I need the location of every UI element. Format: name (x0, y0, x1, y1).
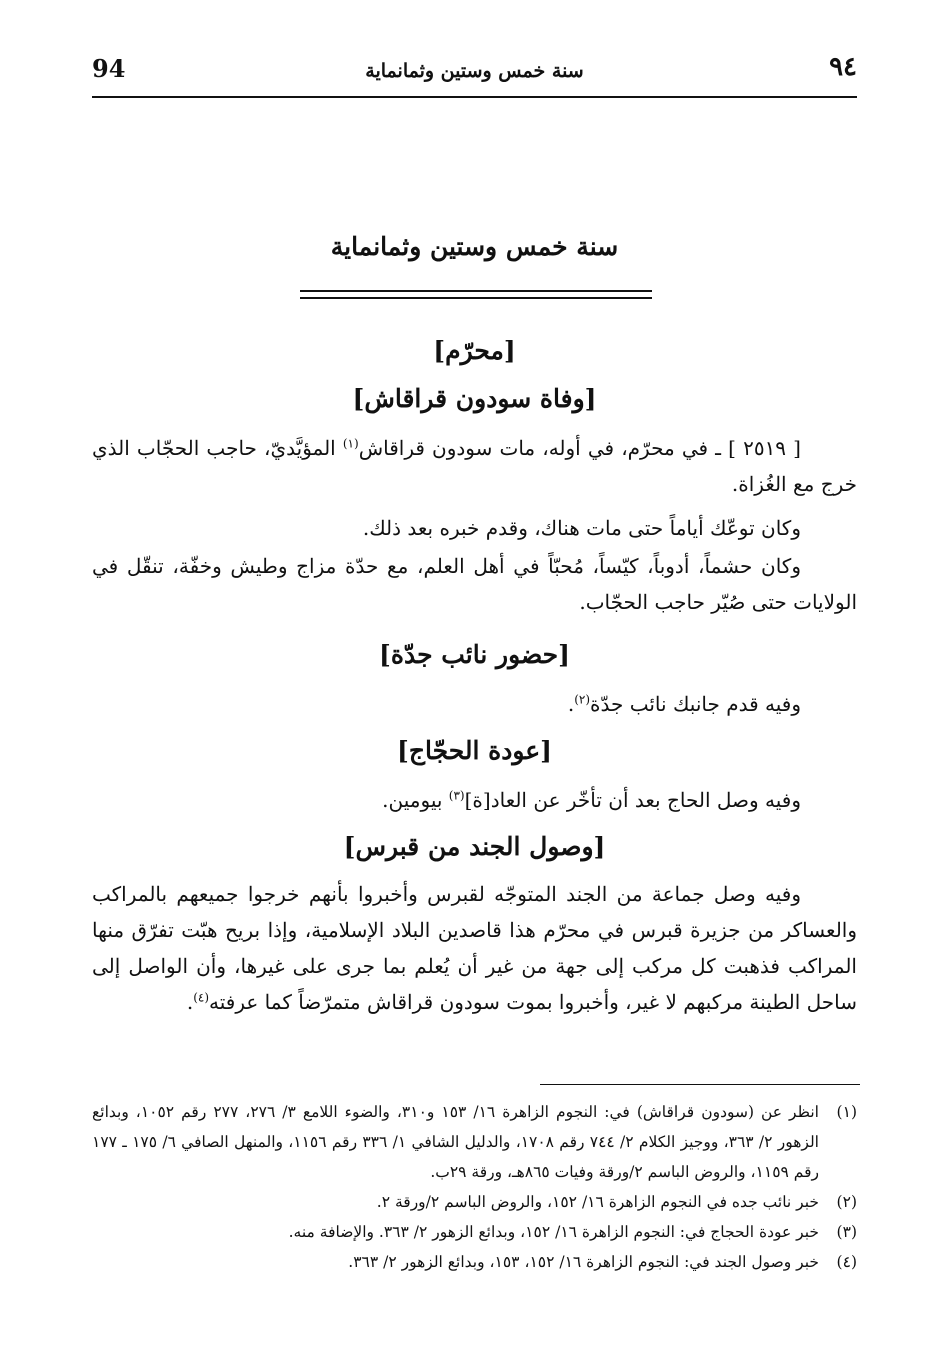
footnote-4 (92, 1247, 857, 1277)
paragraph-illness: وكان توعّك أياماً حتى مات هناك، وقدم خبره بعد ذلك. (362, 516, 801, 540)
footnote-text: انظر عن (سودون قراقاش) في: النجوم الزاهرة ١٦/ ١٥٣ و٣١٠، والضوء اللامع ٣/ ٢٧٦، ٢٧٧ رقم ١٠٥٢، وبدائع الزهور ٢/ ٣٦٣، ووجيز الكلام ٢/ ٧٤٤ رقم ١٧٠٨، والدليل الشافي ١/ ٣٣٦ رقم ١١٥٦، والمنهل الصافي ٦/ ١٧٥ ـ ١٧٧ رقم ١١٥٩، والروض الباسم ٢/ورقة وفيات ٨٦٥هـ، ورقة ٢٩ب. (92, 1103, 819, 1181)
chapter-title: سنة خمس وستين وثمانماية (330, 232, 619, 261)
page-number-arabic: ٩٤ (829, 52, 857, 82)
jeddah-text: وفيه قدم جانبك نائب جدّة (590, 692, 801, 716)
section-heading-cyprus: [وصول الجند من قبرس] (343, 832, 606, 861)
section-heading-death: [وفاة سودون قراقاش] (352, 384, 597, 413)
footnote-3 (92, 1217, 857, 1247)
entry-text: [ ٢٥١٩ ] ـ في محرّم، في أوله، مات سودون قراقاش (358, 436, 801, 460)
footnote-ref-4: (٤) (193, 990, 210, 1005)
paragraph-jeddah (92, 686, 857, 722)
cyprus-text-end: . (186, 990, 194, 1014)
month-heading: [محرّم] (433, 336, 516, 365)
pilgrims-text-end: بيومين. (382, 788, 449, 812)
footnote-1 (92, 1097, 857, 1187)
jeddah-text-end: . (567, 692, 575, 716)
paragraph-cyprus (92, 876, 857, 1020)
paragraph-character: وكان حشماً، أدوباً، كيّساً، مُحبّاً في أهل العلم، مع حدّة مزاج وطيش وخفّة، تنقّل في الولايات حتى صُيّر حاجب الحجّاب. (92, 554, 857, 614)
footnote-number: (٣) (836, 1223, 857, 1241)
footnote-ref-3: (٣) (448, 788, 465, 803)
footnote-ref-1: (١) (342, 436, 359, 451)
page-number-latin: 94 (92, 54, 126, 83)
section-heading-jeddah: [حضور نائب جدّة] (379, 640, 570, 669)
cyprus-text: وفيه وصل جماعة من الجند المتوجّه لقبرس وأخبروا بأنهم خرجوا جميعهم بالمراكب والعساكر من جزيرة قبرس في محرّم هذا قاصدين البلاد الإسلامية، وإذا بريح هبّت تفرّق منها المراكب فذهبت كل مركب إلى جهة من غير أن يُعلم بما جرى على غيرها، وأن الواصل إلى ساحل الطينة مركبهم لا غير، وأخبروا بموت سودون قراقاش متمرّضاً كما عرفته (92, 882, 857, 1014)
footnotes (92, 1097, 857, 1277)
paragraph-pilgrims (92, 782, 857, 818)
footnote-separator (540, 1084, 860, 1085)
running-title: سنة خمس وستين وثمانماية (365, 60, 584, 82)
title-rule-top (300, 290, 652, 292)
footnote-text: خبر نائب جده في النجوم الزاهرة ١٦/ ١٥٢، والروض الباسم ٢/ورقة ٢. (376, 1193, 819, 1211)
title-rule-bottom (300, 297, 652, 299)
pilgrims-text: وفيه وصل الحاج بعد أن تأخّر عن العاد[ة] (464, 788, 801, 812)
section-heading-pilgrims: [عودة الحجّاج] (396, 736, 553, 765)
footnote-number: (١) (836, 1103, 857, 1121)
footnote-text: خبر وصول الجند في: النجوم الزاهرة ١٦/ ١٥٢، ١٥٣، وبدائع الزهور ٢/ ٣٦٣. (348, 1253, 819, 1271)
footnote-ref-2: (٢) (574, 692, 591, 707)
footnote-2 (92, 1187, 857, 1217)
running-header (92, 52, 857, 98)
entry-text-cont: المؤيَّديّ، حاجب الحجّاب الذي خرج مع الغُزاة. (92, 436, 857, 496)
footnote-number: (٢) (836, 1193, 857, 1211)
paragraph-entry-2519 (92, 430, 857, 502)
footnote-text: خبر عودة الحجاج في: النجوم الزاهرة ١٦/ ١٥٢، وبدائع الزهور ٢/ ٣٦٣. والإضافة منه. (288, 1223, 819, 1241)
footnote-number: (٤) (836, 1253, 857, 1271)
